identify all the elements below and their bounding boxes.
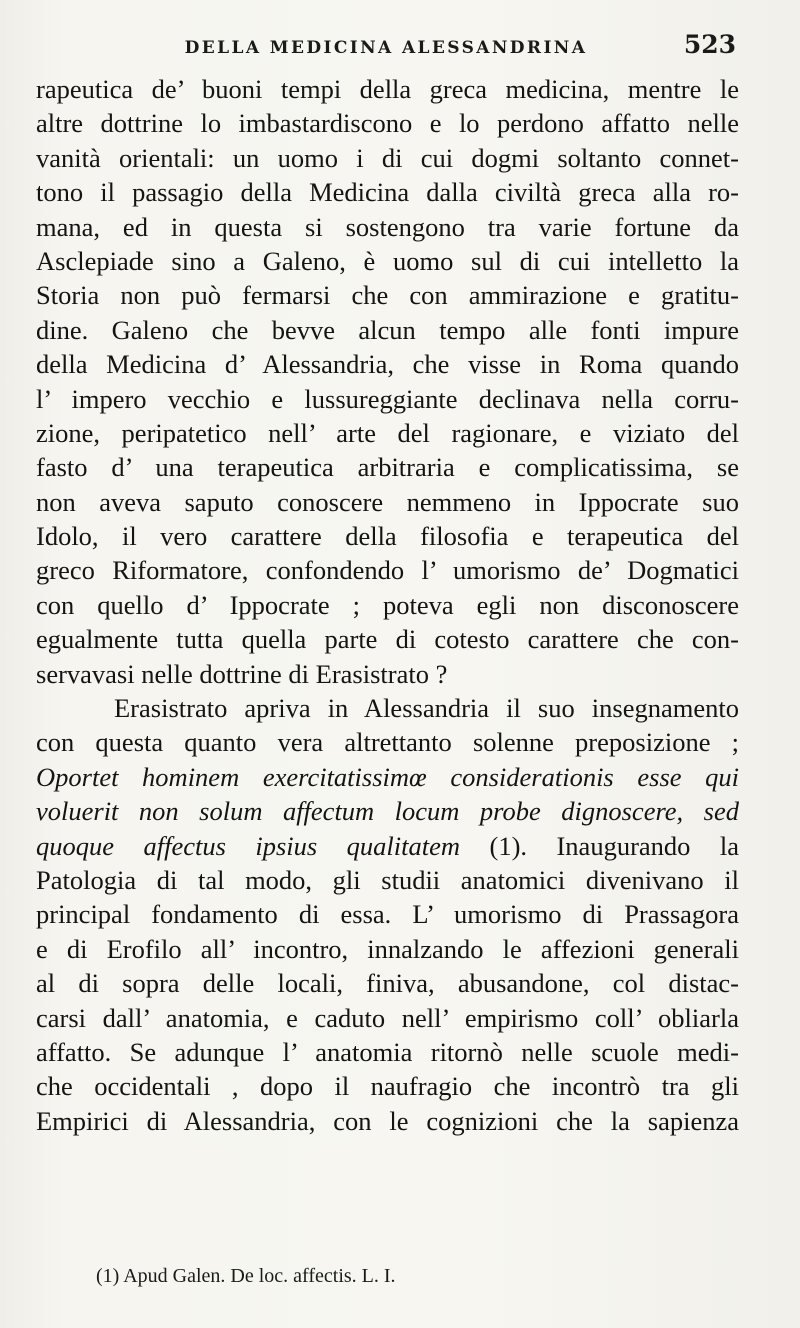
text-line: zione, peripatetico nell’ arte del ragionare, e viziato del xyxy=(36,417,739,448)
text-line-quotation-end xyxy=(36,829,739,863)
text-line: fasto d’ una terapeutica arbitraria e complicatissima, se xyxy=(36,452,739,483)
text-line: Asclepiade sino a Galeno, è uomo sul di cui intelletto la xyxy=(36,245,739,276)
text-line: Patologia di tal modo, gli studii anatomici divenivano il xyxy=(36,864,739,895)
text-line: altre dottrine lo imbastardiscono e lo perdono affatto nelle xyxy=(36,108,739,139)
text-line: l’ impero vecchio e lussureggiante declinava nella corru- xyxy=(36,383,739,414)
text-line: tono il passagio della Medicina dalla civiltà greca alla ro- xyxy=(36,177,739,208)
body-text xyxy=(36,72,739,1138)
text-line: Storia non può fermarsi che con ammirazione e gratitu- xyxy=(36,280,739,311)
text-line: vanità orientali: un uomo i di cui dogmi soltanto connet- xyxy=(36,142,739,173)
page-number: 523 xyxy=(683,30,736,59)
text-line: egualmente tutta quella parte di cotesto carattere che con- xyxy=(36,624,739,655)
quotation-roman: (1). Inaugurando la xyxy=(460,830,739,861)
text-line: con questa quanto vera altrettanto solenne preposizione ; xyxy=(36,727,739,758)
text-line: non aveva saputo conoscere nemmeno in Ippocrate suo xyxy=(36,486,739,517)
text-line: dine. Galeno che bevve alcun tempo alle fonti impure xyxy=(36,314,739,345)
text-line-paragraph-start: Erasistrato apriva in Alessandria il suo insegnamento xyxy=(114,693,739,724)
text-line: carsi dall’ anatomia, e caduto nell’ empirismo coll’ obliarla xyxy=(36,1002,739,1033)
footnote: (1) Apud Galen. De loc. affectis. L. I. xyxy=(96,1265,396,1287)
text-line: al di sopra delle locali, finiva, abusandone, col distac- xyxy=(36,968,739,999)
text-line: Idolo, il vero carattere della filosofia e terapeutica del xyxy=(36,521,739,552)
text-line: Empirici di Alessandria, con le cognizioni che la sapienza xyxy=(36,1105,739,1136)
text-line: che occidentali , dopo il naufragio che incontrò tra gli xyxy=(36,1071,739,1102)
text-line: rapeutica de’ buoni tempi della greca medicina, mentre le xyxy=(36,74,739,104)
text-line-quotation: voluerit non solum affectum locum probe dignoscere, sed xyxy=(36,796,739,827)
text-line: e di Erofilo all’ incontro, innalzando le affezioni generali xyxy=(36,933,739,964)
text-line: affatto. Se adunque l’ anatomia ritornò nelle scuole medi- xyxy=(36,1036,739,1067)
text-line-quotation: Oportet hominem exercitatissimœ considerationis esse qui xyxy=(36,761,739,792)
text-line: della Medicina d’ Alessandria, che visse in Roma quando xyxy=(36,349,739,380)
quotation-italic: quoque affectus ipsius qualitatem xyxy=(36,830,461,861)
text-line-paragraph-end: servavasi nelle dottrine di Erasistrato ? xyxy=(36,658,448,689)
text-line: mana, ed in questa si sostengono tra varie fortune da xyxy=(36,211,739,242)
text-line: principal fondamento di essa. L’ umorismo di Prassagora xyxy=(36,899,739,930)
text-line: greco Riformatore, confondendo l’ umorismo de’ Dogmatici xyxy=(36,555,739,586)
text-line: con quello d’ Ippocrate ; poteva egli non disconoscere xyxy=(36,589,739,620)
running-title: DELLA MEDICINA ALESSANDRINA xyxy=(184,38,588,58)
running-head xyxy=(36,30,736,64)
